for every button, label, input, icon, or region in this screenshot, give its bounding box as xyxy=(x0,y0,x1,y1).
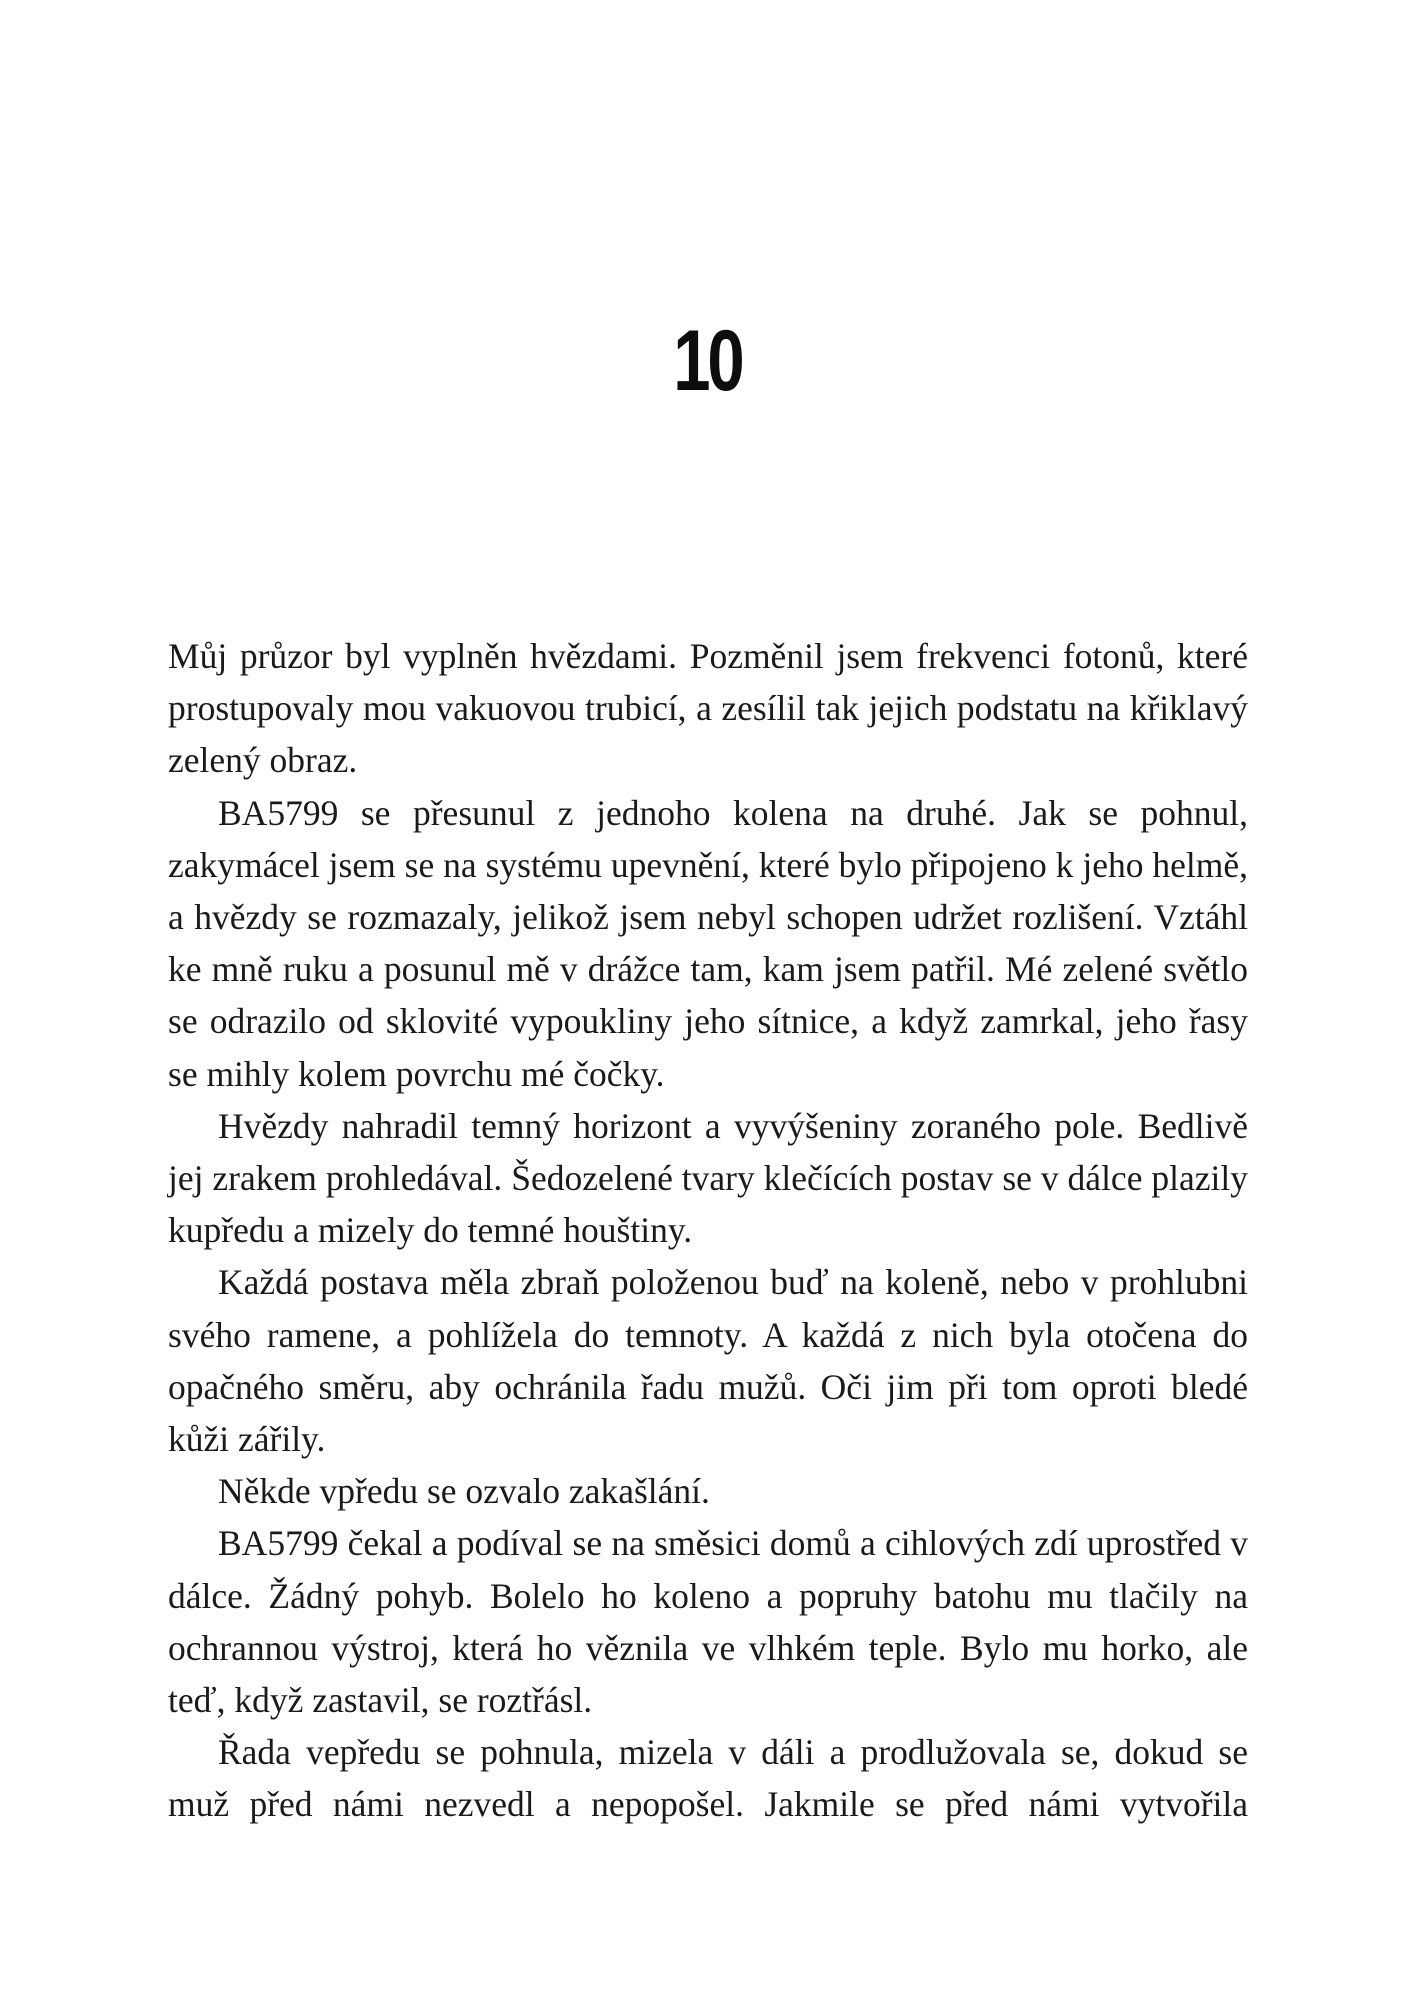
paragraph: Hvězdy nahradil temný horizont a vyvýšeniny zoraného pole. Bedlivě jej zrakem prohledával. Šedozelené tvary klečících postav se v dálce plazily kupředu a mizely do temné houštiny. xyxy=(168,1105,1248,1251)
paragraph: Řada vepředu se pohnula, mizela v dáli a prodlužovala se, dokud se muž před námi nezvedl a nepopošel. Jakmile se před námi vytvořila xyxy=(168,1732,1248,1825)
paragraph: BA5799 čekal a podíval se na směsici domů a cihlových zdí uprostřed v dálce. Žádný pohyb. Bolelo ho koleno a popruhy batohu mu tlačily na ochrannou výstroj, která ho věznila ve vlhkém teple. Bylo mu horko, ale teď, když zastavil, se roztřásl. xyxy=(168,1523,1248,1721)
paragraph: BA5799 se přesunul z jednoho kolena na druhé. Jak se pohnul, zakymácel jsem se na systému upevnění, které bylo připojeno k jeho helmě, a hvězdy se rozmazaly, jelikož jsem nebyl schopen udržet rozlišení. Vztáhl ke mně ruku a posunul mě v drážce tam, kam jsem patřil. Mé zelené světlo se odrazilo od sklovité vypoukliny jeho sítnice, a když zamrkal, jeho řasy se mihly kolem povrchu mé čočky. xyxy=(168,792,1248,1094)
chapter-number: 10 xyxy=(673,313,742,409)
body-text xyxy=(168,630,1248,1831)
paragraph: Někde vpředu se ozvalo zakašlání. xyxy=(218,1471,710,1512)
paragraph: Každá postava měla zbraň položenou buď na koleně, nebo v prohlubni svého ramene, a pohlížela do temnoty. A každá z nich byla otočena do opačného směru, aby ochránila řadu mužů. Oči jim při tom oproti bledé kůži zářily. xyxy=(168,1262,1248,1460)
paragraph: Můj průzor byl vyplněn hvězdami. Pozměnil jsem frekvenci fotonů, které prostupovaly mou vakuovou trubicí, a zesílil tak jejich podstatu na křiklavý zelený obraz. xyxy=(168,636,1248,781)
